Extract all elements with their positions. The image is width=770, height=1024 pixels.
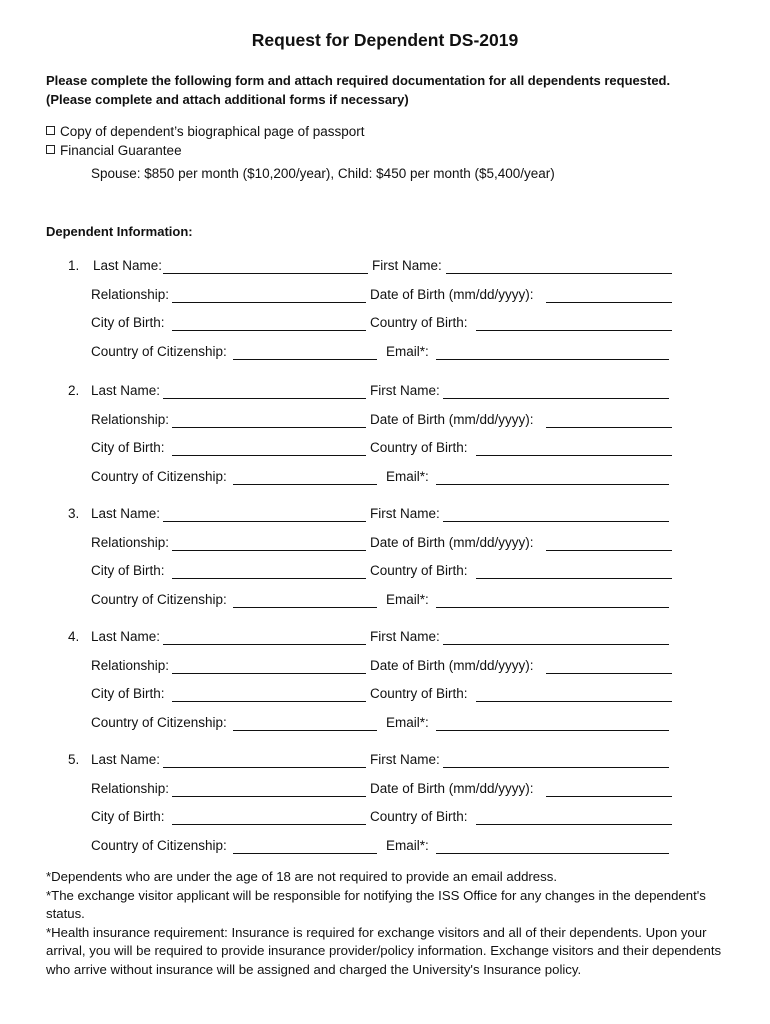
dependent-row (0, 383, 770, 403)
country-of-citizenship-field[interactable] (233, 607, 377, 608)
country-of-citizenship-field[interactable] (233, 359, 377, 360)
date-of-birth-label: Date of Birth (mm/dd/yyyy): (370, 534, 534, 550)
dependent-number: 3. (68, 506, 80, 521)
country-of-citizenship-label: Country of Citizenship: (91, 714, 227, 730)
last-name-field[interactable] (163, 521, 366, 522)
dependent-row (0, 440, 770, 460)
country-of-citizenship-label: Country of Citizenship: (91, 343, 227, 359)
relationship-label: Relationship: (91, 534, 170, 550)
dependent-row (0, 838, 770, 858)
dependent-row (0, 658, 770, 678)
first-name-field[interactable] (443, 398, 669, 399)
date-of-birth-label: Date of Birth (mm/dd/yyyy): (370, 780, 534, 796)
last-name-field[interactable] (163, 767, 366, 768)
dependent-row (0, 629, 770, 649)
last-name-field[interactable] (163, 398, 366, 399)
relationship-label: Relationship: (91, 286, 170, 302)
relationship-field[interactable] (172, 796, 366, 797)
dependent-row (0, 809, 770, 829)
first-name-field[interactable] (443, 767, 669, 768)
relationship-label: Relationship: (91, 657, 170, 673)
instructions-line-2: (Please complete and attach additional forms if necessary) (46, 92, 409, 107)
date-of-birth-field[interactable] (546, 427, 672, 428)
date-of-birth-label: Date of Birth (mm/dd/yyyy): (370, 411, 534, 427)
email-label: Email*: (386, 714, 429, 730)
country-of-citizenship-label: Country of Citizenship: (91, 591, 227, 607)
city-of-birth-field[interactable] (172, 824, 366, 825)
date-of-birth-field[interactable] (546, 796, 672, 797)
country-of-citizenship-field[interactable] (233, 484, 377, 485)
city-of-birth-label: City of Birth: (91, 686, 165, 701)
country-of-birth-field[interactable] (476, 701, 672, 702)
checkbox-icon[interactable] (46, 145, 55, 154)
instructions-line-1: Please complete the following form and attach required documentation for all dependents requested. (46, 73, 671, 88)
country-of-citizenship-label: Country of Citizenship: (91, 837, 227, 853)
email-field[interactable] (436, 607, 669, 608)
city-of-birth-label: City of Birth: (91, 315, 165, 330)
country-of-birth-label: Country of Birth: (370, 315, 468, 330)
relationship-label: Relationship: (91, 780, 170, 796)
dependent-row (0, 563, 770, 583)
notes (46, 868, 726, 980)
city-of-birth-label: City of Birth: (91, 440, 165, 455)
last-name-label: Last Name: (91, 629, 161, 644)
dependent-row (0, 469, 770, 489)
country-of-citizenship-field[interactable] (233, 730, 377, 731)
dependent-row (0, 344, 770, 364)
country-of-birth-field[interactable] (476, 455, 672, 456)
first-name-field[interactable] (443, 644, 669, 645)
country-of-citizenship-label: Country of Citizenship: (91, 468, 227, 484)
dependent-number: 1. (68, 258, 80, 273)
city-of-birth-label: City of Birth: (91, 563, 165, 578)
date-of-birth-label: Date of Birth (mm/dd/yyyy): (370, 657, 534, 673)
dependent-row (0, 535, 770, 555)
first-name-field[interactable] (443, 521, 669, 522)
first-name-field[interactable] (446, 273, 672, 274)
city-of-birth-field[interactable] (172, 578, 366, 579)
note-status-changes: *The exchange visitor applicant will be responsible for notifying the ISS Office for any changes in the dependent's status. (46, 887, 706, 922)
date-of-birth-field[interactable] (546, 673, 672, 674)
dependent-row (0, 412, 770, 432)
email-label: Email*: (386, 343, 429, 359)
checklist-item-passport[interactable] (46, 124, 364, 139)
dependent-row (0, 752, 770, 772)
city-of-birth-field[interactable] (172, 455, 366, 456)
email-label: Email*: (386, 468, 429, 484)
first-name-label: First Name: (370, 506, 440, 521)
dependent-row (0, 592, 770, 612)
page-title: Request for Dependent DS-2019 (251, 30, 519, 50)
date-of-birth-label: Date of Birth (mm/dd/yyyy): (370, 286, 534, 302)
country-of-birth-label: Country of Birth: (370, 809, 468, 824)
last-name-field[interactable] (163, 273, 368, 274)
last-name-label: Last Name: (91, 752, 161, 767)
email-field[interactable] (436, 730, 669, 731)
relationship-label: Relationship: (91, 411, 170, 427)
dependent-row (0, 781, 770, 801)
city-of-birth-label: City of Birth: (91, 809, 165, 824)
dependent-row (0, 315, 770, 335)
dependent-row (0, 715, 770, 735)
note-email: *Dependents who are under the age of 18 are not required to provide an email address. (46, 869, 557, 884)
city-of-birth-field[interactable] (172, 330, 366, 331)
checklist-label: Financial Guarantee (60, 143, 182, 158)
country-of-birth-field[interactable] (476, 578, 672, 579)
first-name-label: First Name: (370, 383, 440, 398)
email-label: Email*: (386, 591, 429, 607)
country-of-birth-field[interactable] (476, 824, 672, 825)
last-name-label: Last Name: (91, 506, 161, 521)
relationship-field[interactable] (172, 673, 366, 674)
country-of-citizenship-field[interactable] (233, 853, 377, 854)
first-name-label: First Name: (372, 258, 442, 273)
relationship-field[interactable] (172, 427, 366, 428)
dependent-number: 5. (68, 752, 80, 767)
country-of-birth-field[interactable] (476, 330, 672, 331)
dependent-row (0, 258, 770, 278)
support-amounts: Spouse: $850 per month ($10,200/year), Child: $450 per month ($5,400/year) (91, 166, 555, 181)
dependent-row (0, 287, 770, 307)
country-of-birth-label: Country of Birth: (370, 563, 468, 578)
city-of-birth-field[interactable] (172, 701, 366, 702)
checkbox-icon[interactable] (46, 126, 55, 135)
email-field[interactable] (436, 484, 669, 485)
dependent-number: 4. (68, 629, 80, 644)
relationship-field[interactable] (172, 550, 366, 551)
last-name-label: Last Name: (91, 383, 161, 398)
dependent-number: 2. (68, 383, 80, 398)
email-field[interactable] (436, 359, 669, 360)
last-name-field[interactable] (163, 644, 366, 645)
relationship-field[interactable] (172, 302, 366, 303)
dependent-row (0, 686, 770, 706)
date-of-birth-field[interactable] (546, 550, 672, 551)
first-name-label: First Name: (370, 752, 440, 767)
date-of-birth-field[interactable] (546, 302, 672, 303)
checklist-label: Copy of dependent’s biographical page of passport (60, 124, 365, 139)
email-field[interactable] (436, 853, 669, 854)
country-of-birth-label: Country of Birth: (370, 440, 468, 455)
section-title: Dependent Information: (46, 224, 193, 239)
checklist-item-financial-guarantee[interactable] (46, 143, 182, 158)
dependent-row (0, 506, 770, 526)
note-insurance: *Health insurance requirement: Insurance is required for exchange visitors and all of their dependents. Upon your arrival, you will be required to provide insurance provider/policy information. Exchange visitors and their dependents who arrive without insurance will be assigned and charged the University's Insurance policy. (46, 924, 722, 977)
email-label: Email*: (386, 837, 429, 853)
instructions (46, 71, 746, 109)
first-name-label: First Name: (370, 629, 440, 644)
last-name-label: Last Name: (93, 258, 163, 273)
country-of-birth-label: Country of Birth: (370, 686, 468, 701)
